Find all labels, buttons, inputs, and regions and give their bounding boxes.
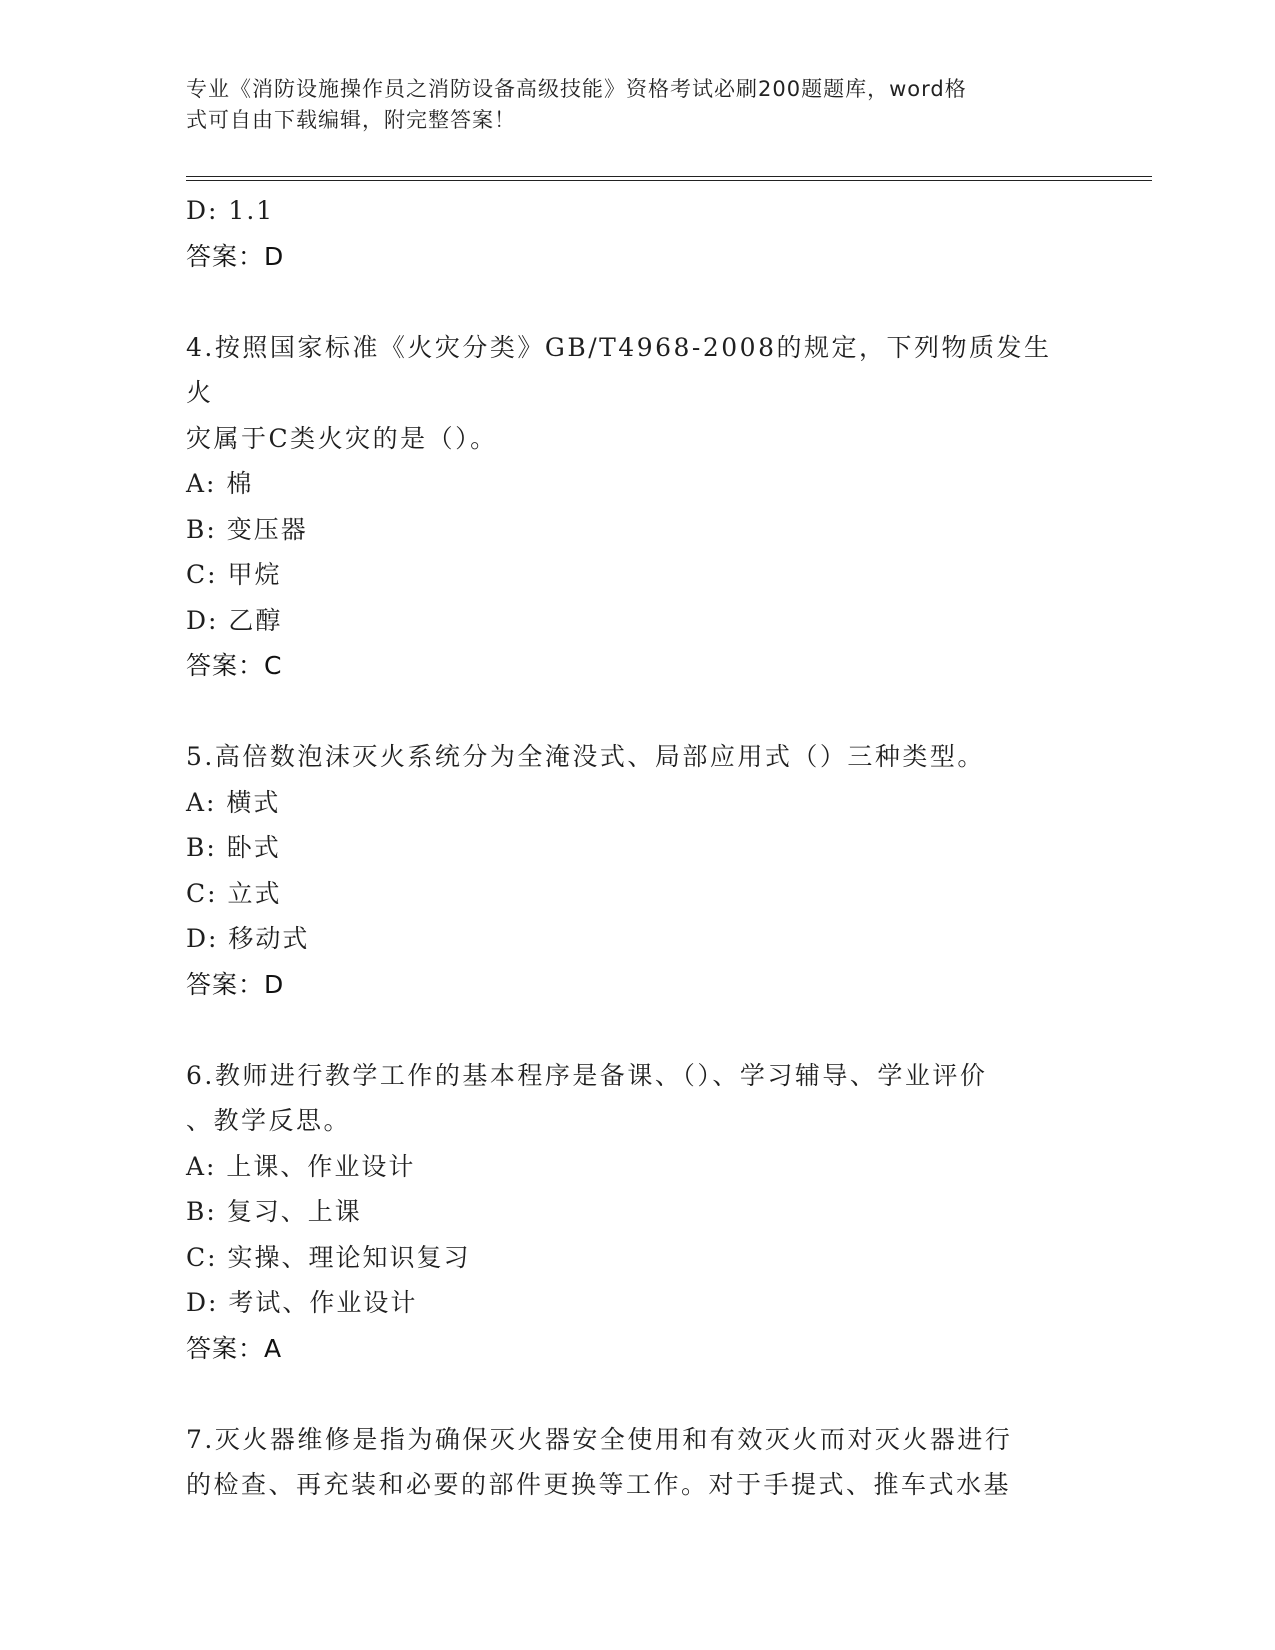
- question-stem-line: 4.按照国家标准《火灾分类》GB/T4968-2008的规定，下列物质发生火: [186, 332, 1052, 407]
- option-c: C: 立式: [186, 878, 282, 908]
- question-5: [186, 734, 1076, 1007]
- question-spacer: [186, 1007, 1076, 1053]
- option-b: B: 变压器: [186, 514, 308, 544]
- option-d: D: 移动式: [186, 924, 310, 953]
- question-stem-line: 灾属于C类火灾的是（）。: [186, 423, 498, 453]
- option-d: D: 考试、作业设计: [186, 1288, 418, 1317]
- option-c: C: 甲烷: [186, 560, 282, 589]
- question-4: [186, 325, 1076, 689]
- header-divider: [186, 176, 1152, 181]
- question-spacer: [186, 279, 1076, 325]
- question-spacer: [186, 689, 1076, 735]
- question-stem-line: 的检查、再充装和必要的部件更换等工作。对于手提式、推车式水基: [186, 1470, 1012, 1499]
- option-c: C: 实操、理论知识复习: [186, 1242, 471, 1272]
- header-line-2: 式可自由下载编辑，附完整答案！: [186, 108, 516, 132]
- question-stem-line: 、教学反思。: [186, 1106, 352, 1135]
- header-line-1: 专业《消防设施操作员之消防设备高级技能》资格考试必刷200题题库，word格: [186, 77, 967, 101]
- option-b: B: 复习、上课: [186, 1197, 362, 1226]
- option-b: B: 卧式: [186, 833, 281, 862]
- option-a: A: 棉: [186, 469, 254, 498]
- question-3-tail: [186, 188, 1076, 279]
- page-header: [186, 74, 1066, 136]
- question-6: [186, 1053, 1076, 1372]
- question-spacer: [186, 1371, 1076, 1417]
- answer-line: 答案：D: [186, 241, 285, 271]
- option-a: A: 上课、作业设计: [186, 1151, 416, 1181]
- option-d: D: 乙醇: [186, 605, 283, 635]
- question-stem-line: 7.灭火器维修是指为确保灭火器安全使用和有效灭火而对灭火器进行: [186, 1424, 1013, 1454]
- question-stem-line: 6.教师进行教学工作的基本程序是备课、（）、学习辅导、学业评价: [186, 1060, 988, 1090]
- answer-line: 答案：D: [186, 969, 285, 999]
- question-list: [186, 188, 1076, 1508]
- question-7: [186, 1417, 1076, 1508]
- question-stem-line: 5.高倍数泡沫灭火系统分为全淹没式、局部应用式（）三种类型。: [186, 742, 985, 771]
- option-a: A: 横式: [186, 787, 281, 817]
- answer-line: 答案：A: [186, 1333, 283, 1363]
- answer-line: 答案：C: [186, 651, 283, 680]
- option-d: D: 1.1: [186, 196, 275, 225]
